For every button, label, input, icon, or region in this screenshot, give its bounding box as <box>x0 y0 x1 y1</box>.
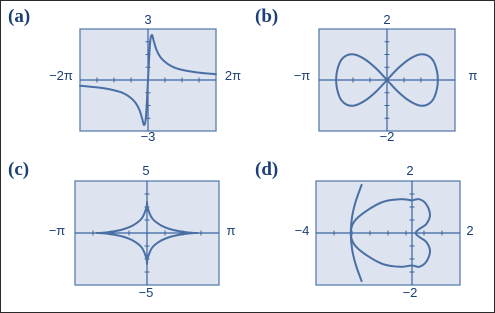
tick-label-ymin-a: −3 <box>140 129 156 144</box>
tick-label-xmax-d: 2 <box>466 223 474 238</box>
tick-label-xmax-a: 2π <box>224 68 242 83</box>
tick-label-xmin-b: −π <box>293 68 311 83</box>
tick-label-ymin-c: −5 <box>138 285 154 300</box>
panel-c <box>8 159 236 300</box>
panel-label-a: (a) <box>8 6 31 27</box>
panel-label-b: (b) <box>255 6 279 27</box>
tick-label-ymax-a: 3 <box>144 12 152 27</box>
tick-label-ymax-d: 2 <box>406 163 414 178</box>
panel-label-c: (c) <box>8 159 30 180</box>
tick-label-xmax-c: π <box>226 223 236 238</box>
tick-label-ymax-b: 2 <box>383 12 391 27</box>
tick-label-ymin-d: −2 <box>402 285 418 300</box>
tick-label-xmax-b: π <box>468 68 478 83</box>
tick-label-xmin-a: −2π <box>49 68 73 83</box>
panel-b <box>255 6 478 144</box>
panel-label-d: (d) <box>255 159 279 180</box>
tick-label-xmin-d: −4 <box>294 223 310 238</box>
tick-label-ymin-b: −2 <box>379 129 395 144</box>
panel-d <box>255 159 474 300</box>
tick-label-ymax-c: 5 <box>142 163 150 178</box>
panel-a <box>8 6 241 144</box>
tick-label-xmin-c: −π <box>48 223 66 238</box>
